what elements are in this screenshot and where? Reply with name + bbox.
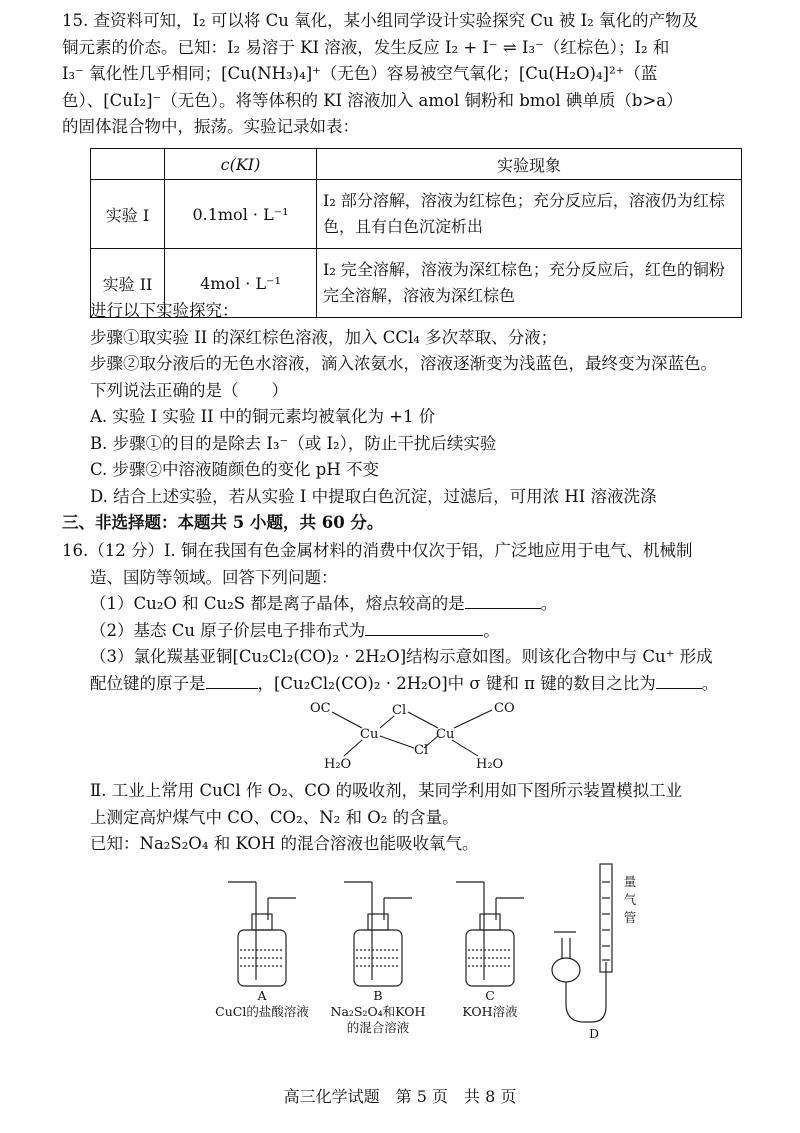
struct-oc: OC	[310, 701, 331, 716]
table-header-blank	[91, 149, 165, 180]
q15-option-c[interactable]: C. 步骤②中溶液随颜色的变化 pH 不变	[90, 460, 379, 479]
label-c: C	[485, 988, 495, 1003]
part-ii-line-1: Ⅱ. 工业上常用 CuCl 作 O₂、CO 的吸收剂，某同学利用如下图所示装置模拟工业	[90, 781, 683, 800]
struct-h2o-right: H₂O	[476, 757, 504, 772]
answer-blank-3[interactable]	[206, 672, 258, 689]
q15-line-4: 色）、[CuI₂]⁻（无色）。将等体积的 KI 溶液加入 amol 铜粉和 bmol 碘单质（b>a）	[62, 90, 683, 110]
gas-measuring-apparatus-d	[552, 864, 612, 1022]
q15-step-2: 步骤②取分液后的无色水溶液，滴入浓氨水，溶液逐渐变为浅蓝色，最终变为深蓝色。	[90, 354, 717, 373]
answer-blank-1[interactable]	[465, 592, 541, 609]
label-b-solution-2: 的混合溶液	[346, 1020, 410, 1035]
q15-line-5: 的固体混合物中，振荡。实验记录如表：	[62, 117, 359, 136]
q16-part-1-end: 。	[540, 594, 558, 613]
bottle-c	[456, 882, 524, 986]
copper-complex-structure	[296, 696, 526, 776]
q16-intro-1: 16.（12 分）I. 铜在我国有色金属材料的消费中仅次于铝，广泛地应用于电气、机械制	[62, 541, 693, 560]
q16-part-ii	[90, 778, 770, 858]
table-header-row	[91, 149, 742, 180]
q16-part-1	[62, 591, 752, 618]
part-ii-line-2: 上测定高炉煤气中 CO、CO₂、N₂ 和 O₂ 的含量。	[90, 807, 459, 827]
part-ii-line-3: 已知：Na₂S₂O₄ 和 KOH 的混合溶液也能吸收氧气。	[90, 834, 479, 853]
q15-line-3: I₃⁻ 氧化性几乎相同；[Cu(NH₃)₄]⁺（无色）容易被空气氧化；[Cu(H₂O)₄]²⁺（蓝	[62, 64, 658, 83]
experiment-name: 实验 I	[91, 180, 165, 249]
struct-co: CO	[494, 701, 515, 716]
label-b-solution-1: Na₂S₂O₄和KOH	[330, 1004, 426, 1019]
q15-step-1: 步骤①取实验 II 的深红棕色溶液，加入 CCl₄ 多次萃取、分液；	[90, 327, 558, 347]
q15-option-d[interactable]: D. 结合上述实验，若从实验 I 中提取白色沉淀，过滤后，可用浓 HI 溶液洗涤	[90, 486, 657, 506]
q15-procedure-intro: 进行以下实验探究：	[90, 301, 239, 320]
q15-option-b[interactable]: B. 步骤①的目的是除去 I₃⁻（或 I₂），防止干扰后续实验	[90, 433, 497, 453]
answer-blank-2[interactable]	[365, 619, 483, 636]
label-a: A	[257, 988, 267, 1003]
q16-part-2	[62, 618, 752, 645]
q16-intro-2: 造、国防等领域。回答下列问题：	[90, 567, 338, 587]
table-header-concentration: c(KI)	[165, 149, 317, 180]
experiment-observation: I₂ 完全溶解，溶液为深红棕色；充分反应后，红色的铜粉完全溶解，溶液为深红棕色	[317, 249, 742, 318]
question-15-stem	[62, 8, 752, 141]
q15-option-a[interactable]: A. 实验 I 实验 II 中的铜元素均被氧化为 +1 价	[90, 407, 436, 426]
bottle-a	[228, 882, 296, 986]
q15-steps-and-options	[90, 298, 770, 510]
struct-bonds	[332, 710, 492, 756]
tube-label-char-1: 量	[623, 874, 637, 889]
experiment-concentration: 4mol · L⁻¹	[165, 249, 317, 318]
tube-label-char-3: 管	[623, 910, 637, 925]
label-d: D	[588, 1026, 600, 1041]
section-3-heading: 三、非选择题：本题共 5 小题，共 60 分。	[62, 513, 384, 532]
q16-part-3-text-b: ，[Cu₂Cl₂(CO)₂ · 2H₂O]中 σ 键和 π 键的数目之比为	[257, 673, 656, 693]
q16-part-2-text: （2）基态 Cu 原子价层电子排布式为	[90, 620, 366, 640]
page-footer: 高三化学试题 第 5 页 共 8 页	[283, 1087, 517, 1106]
struct-cl-bottom: Cl	[414, 743, 429, 758]
q16-part-1-text: （1）Cu₂O 和 Cu₂S 都是离子晶体，熔点较高的是	[90, 594, 465, 613]
experiment-table	[90, 148, 742, 318]
struct-cl-top: Cl	[392, 703, 407, 718]
struct-h2o-left: H₂O	[324, 757, 352, 772]
q16-part-3-line-2	[62, 671, 752, 698]
table-row	[91, 180, 742, 249]
q16-part-3-end: 。	[701, 673, 719, 693]
label-c-solution: KOH溶液	[462, 1004, 518, 1019]
struct-cu-right: Cu	[436, 727, 455, 742]
experiment-name: 实验 II	[91, 249, 165, 318]
label-b: B	[373, 988, 383, 1003]
tube-label-char-2: 气	[623, 892, 637, 907]
label-a-solution: CuCl的盐酸溶液	[215, 1004, 309, 1019]
struct-cu-left: Cu	[360, 727, 379, 742]
q15-line-1: 15. 查资料可知，I₂ 可以将 Cu 氧化，某小组同学设计实验探究 Cu 被 I₂ 氧化的产物及	[62, 11, 698, 30]
question-16	[62, 538, 752, 697]
q15-question: 下列说法正确的是（ ）	[90, 380, 288, 400]
q16-part-3-line-1: （3）氯化羰基亚铜[Cu₂Cl₂(CO)₂ · 2H₂O]结构示意如图。则该化合物中与 Cu⁺ 形成	[90, 647, 713, 666]
experiment-observation: I₂ 部分溶解，溶液为红棕色；充分反应后，溶液仍为红棕色，且有白色沉淀析出	[317, 180, 742, 249]
experiment-concentration: 0.1mol · L⁻¹	[165, 180, 317, 249]
table-header-phenomenon: 实验现象	[317, 149, 742, 180]
q16-part-2-end: 。	[483, 620, 500, 640]
bottle-b	[344, 882, 412, 986]
apparatus-diagram	[196, 862, 656, 1042]
q16-part-3-text-a: 配位键的原子是	[90, 673, 206, 693]
q15-line-2: 铜元素的价态。已知：I₂ 易溶于 KI 溶液，发生反应 I₂ + I⁻ ⇌ I₃⁻（红棕色）；I₂ 和	[62, 37, 670, 57]
answer-blank-4[interactable]	[656, 672, 702, 689]
